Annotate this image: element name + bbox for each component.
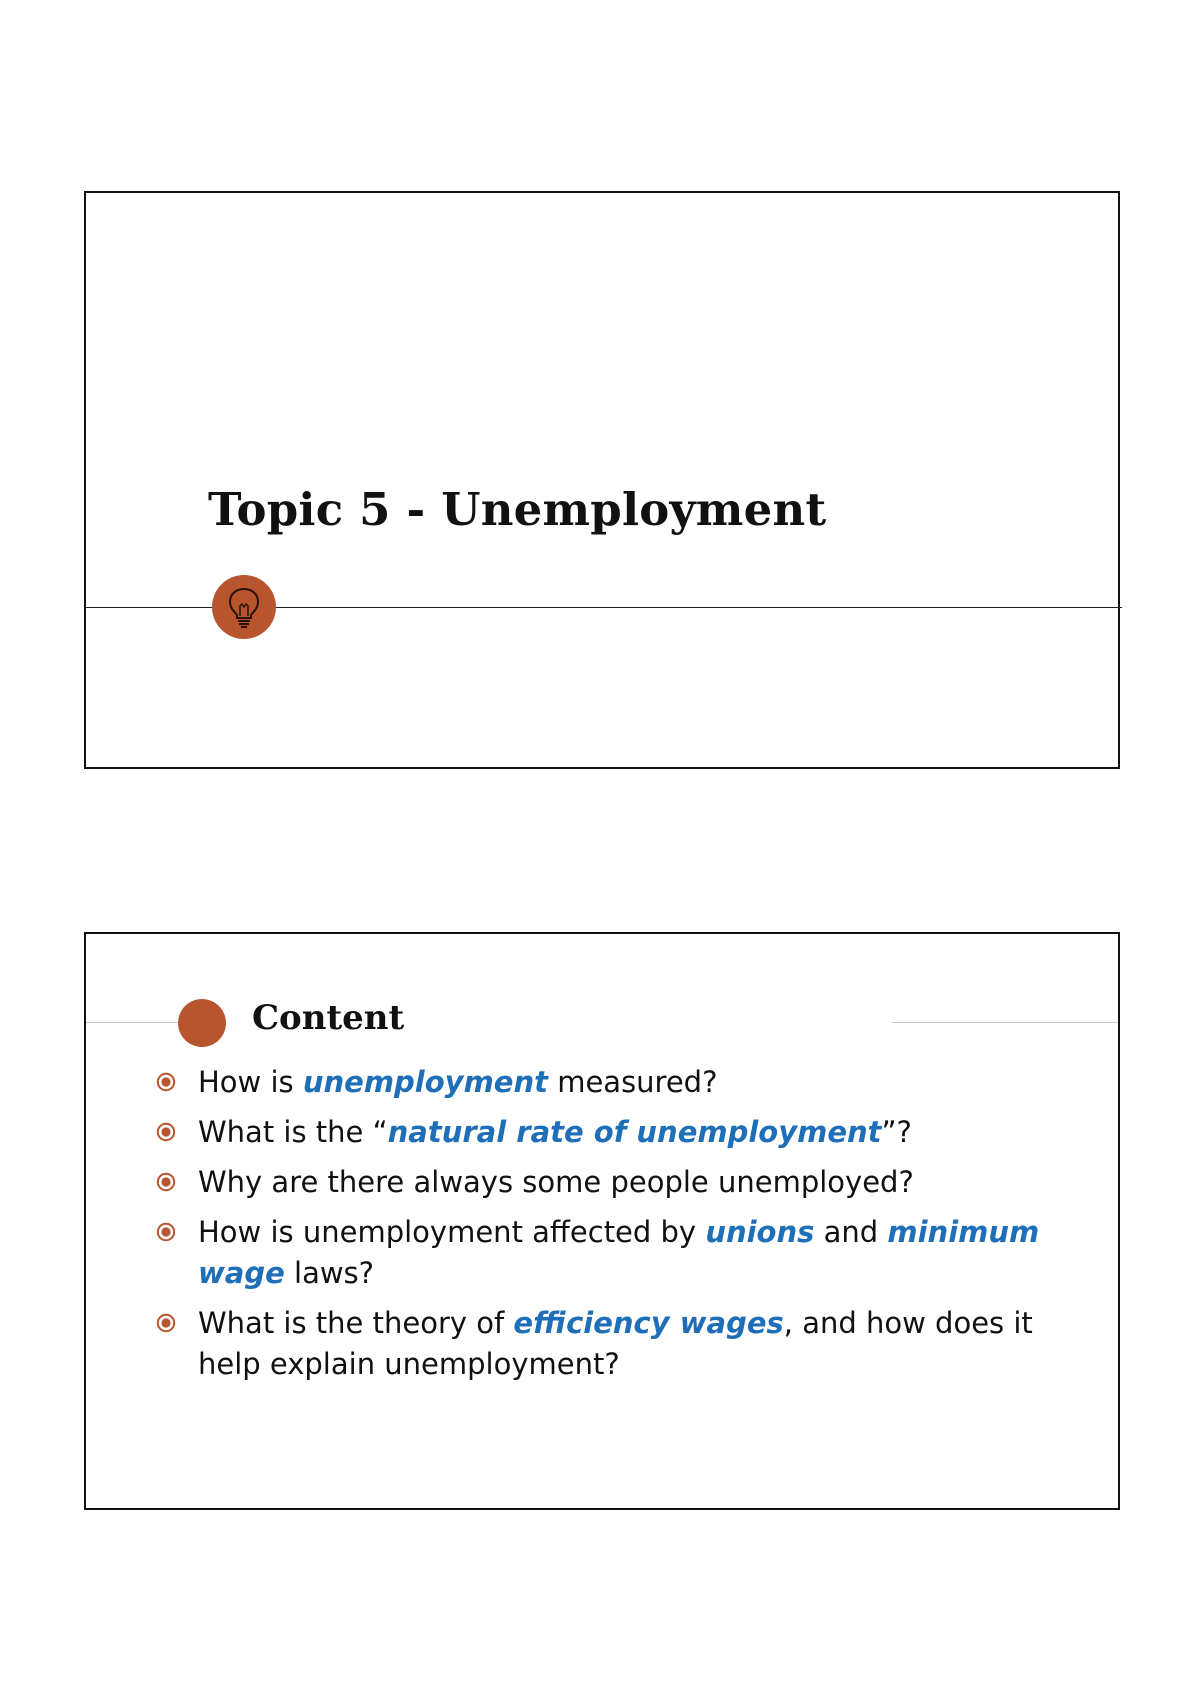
circled-dot-bullet-icon	[156, 1313, 176, 1333]
bullet-text: How is unemployment affected by	[198, 1215, 706, 1249]
title-slide	[84, 191, 1120, 769]
bullet-text: and	[814, 1215, 888, 1249]
bullet-keyword: unions	[705, 1215, 815, 1249]
bullet-item	[154, 1062, 1074, 1103]
bullet-item	[154, 1303, 1074, 1385]
bullet-text: laws?	[284, 1256, 375, 1290]
circled-dot-bullet-icon	[156, 1122, 176, 1142]
bullet-keyword: natural rate of unemployment	[387, 1115, 882, 1149]
bullet-text: What is the theory of	[198, 1306, 514, 1340]
circled-dot-bullet-icon	[156, 1072, 176, 1092]
circled-dot-bullet-icon	[156, 1222, 176, 1242]
bullet-item	[154, 1162, 1074, 1203]
heading-dot-icon	[178, 999, 226, 1047]
slide-title: Topic 5 - Unemployment	[208, 483, 827, 536]
lightbulb-icon-glyph	[224, 585, 264, 629]
bullet-text: ”?	[881, 1115, 912, 1149]
bullet-text: , and how does it help explain unemployment?	[198, 1306, 1033, 1381]
circled-dot-bullet-icon	[156, 1172, 176, 1192]
content-heading: Content	[252, 998, 405, 1038]
bullet-text: What is the “	[198, 1115, 388, 1149]
bullet-text: Why are there always some people unemployed?	[198, 1165, 914, 1199]
bullet-keyword: unemployment	[302, 1065, 548, 1099]
lightbulb-icon	[212, 575, 276, 639]
bullet-item	[154, 1112, 1074, 1153]
bullet-list	[154, 1062, 1074, 1394]
heading-rule-left	[86, 1022, 178, 1023]
heading-rule-right	[892, 1022, 1118, 1023]
bullet-text: How is	[198, 1065, 303, 1099]
content-slide	[84, 932, 1120, 1510]
bullet-text: measured?	[547, 1065, 718, 1099]
bullet-keyword: minimum wage	[198, 1215, 1040, 1290]
bullet-item	[154, 1212, 1074, 1294]
bullet-keyword: efficiency wages	[513, 1306, 784, 1340]
